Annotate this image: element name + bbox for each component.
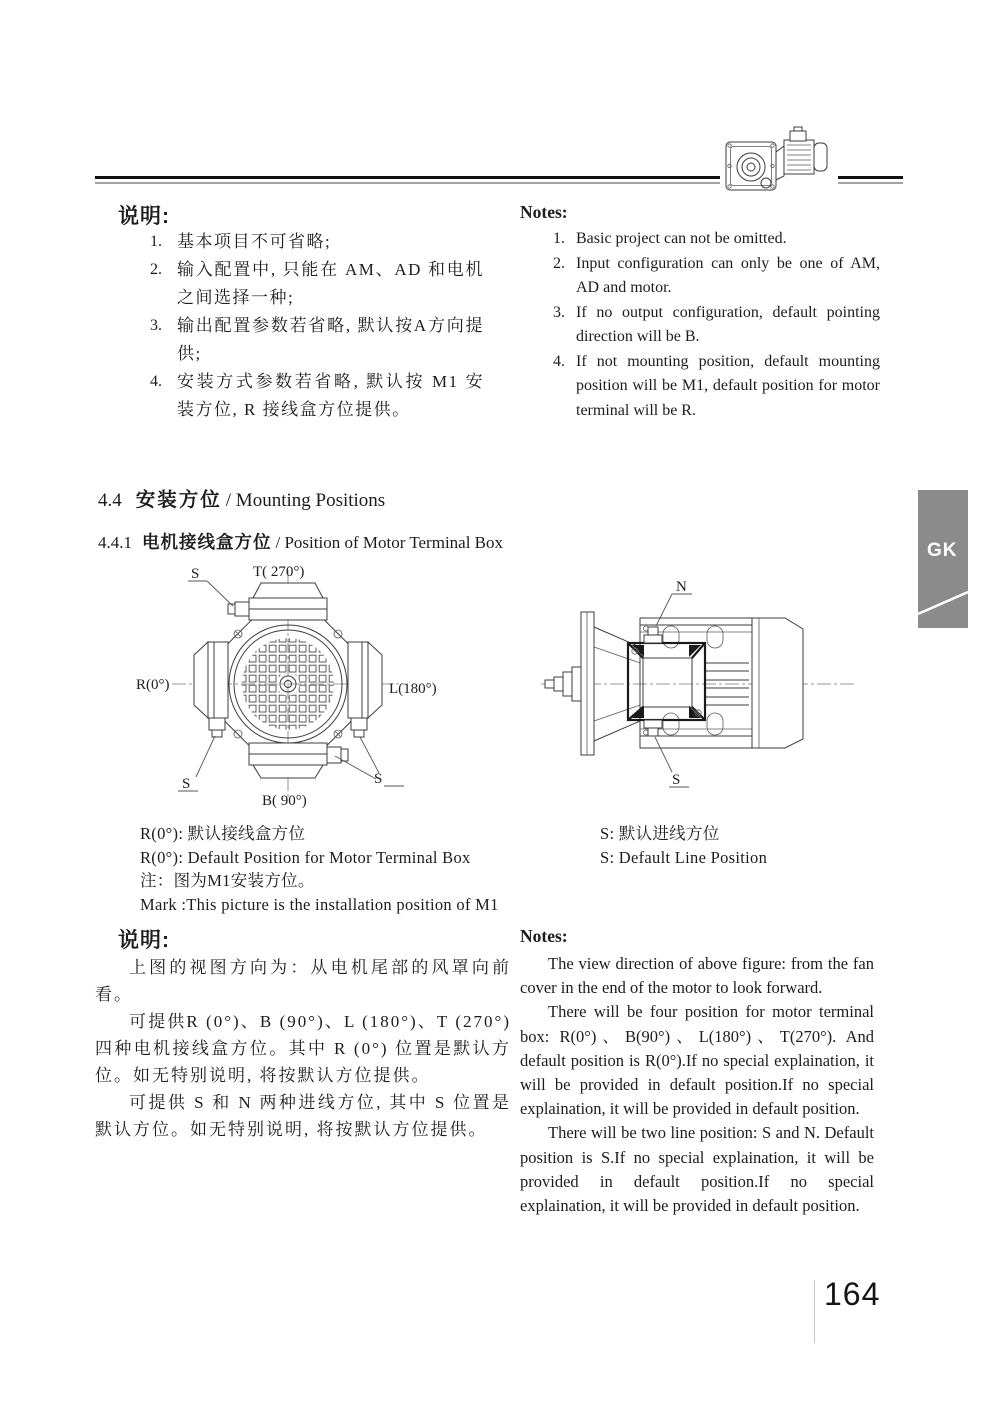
- front-view-diagram: [128, 556, 458, 817]
- note-item: [150, 256, 484, 312]
- section-number: 4.4.1: [98, 533, 132, 552]
- note-item-number: 4.: [150, 373, 162, 390]
- note-item-number: 3.: [150, 317, 162, 334]
- notes-top-cn-heading: 说明:: [118, 205, 170, 228]
- paragraph: 可提供 S 和 N 两种进线方位, 其中 S 位置是默认方位。如无特别说明, 将按默认方位提供。: [95, 1093, 511, 1139]
- paragraph: 上图的视图方向为：从电机尾部的风罩向前看。: [95, 958, 511, 1004]
- note-item-number: 2.: [150, 261, 162, 278]
- paragraph: There will be four position for motor terminal box: R(0°)、B(90°)、L(180°)、T(270°). And default position is R(0°).If no special explaination, it will be provided in default position.If no special explaination, it will be provided in default position.: [520, 1002, 874, 1119]
- caption-line: S: 默认进线方位: [600, 824, 720, 843]
- note-item-number: 3.: [553, 303, 565, 321]
- caption-line: R(0°): Default Position for Motor Terminal Box: [140, 847, 471, 867]
- note-item: [150, 312, 484, 368]
- note-item-text: Input configuration can only be one of AM, AD and motor.: [576, 254, 880, 296]
- caption-line: S: Default Line Position: [600, 847, 768, 867]
- section-number: 4.4: [98, 490, 122, 511]
- section-title-en: / Position of Motor Terminal Box: [275, 533, 504, 552]
- paragraph: 可提供R (0°)、B (90°)、L (180°)、T (270°) 四种电机接线盒方位。其中 R (0°) 位置是默认方位。如无特别说明, 将按默认方位提供。: [95, 1012, 511, 1085]
- note-item-number: 4.: [553, 352, 565, 370]
- notes-bottom-cn-heading: 说明:: [118, 929, 170, 952]
- side-tab-gk: [918, 490, 968, 628]
- note-item: [150, 368, 484, 424]
- note-item-text: If no output configuration, default pointing direction will be B.: [576, 303, 880, 345]
- section-title-cn: 安装方位: [135, 489, 222, 511]
- notes-top-en-heading: Notes:: [520, 202, 568, 222]
- paragraph: The view direction of above figure: from the fan cover in the end of the motor to look forward.: [520, 954, 874, 998]
- side-tab-label: GK: [927, 540, 958, 561]
- front-view-s-label-bottom-right: S: [374, 771, 383, 787]
- front-view-s-label-bottom-left: S: [182, 776, 191, 792]
- gearmotor-illustration: [720, 126, 838, 198]
- section-title-en: / Mounting Positions: [225, 490, 386, 511]
- notes-top-en-list: [553, 227, 880, 423]
- page-number: 164: [824, 1276, 881, 1312]
- note-item-text: If not mounting position, default mounting position will be M1, default position for motor terminal will be R.: [576, 352, 880, 419]
- note-item: [553, 301, 880, 350]
- caption-line: Mark :This picture is the installation position of M1: [140, 894, 499, 914]
- front-view-r0-label: R(0°): [136, 677, 170, 693]
- side-view-caption: [600, 822, 767, 869]
- notes-bottom-cn-body: [95, 954, 511, 1143]
- note-item: [553, 350, 880, 424]
- front-view-t270-label: T( 270°): [253, 564, 305, 580]
- side-view-s-label: S: [672, 772, 681, 788]
- front-view-s-label-top: S: [191, 566, 200, 582]
- notes-bottom-en-heading: Notes:: [520, 926, 568, 946]
- front-view-b90-label: B( 90°): [262, 793, 307, 809]
- note-item-number: 1.: [553, 230, 565, 247]
- note-item-number: 2.: [553, 254, 565, 272]
- note-item-text: 输出配置参数若省略, 默认按A方向提供;: [177, 316, 484, 363]
- note-item: [553, 227, 880, 252]
- note-item-text: 基本项目不可省略;: [177, 232, 332, 251]
- side-view-diagram: [537, 563, 862, 803]
- side-tab-diagonal: [918, 490, 968, 628]
- front-view-l180-label: L(180°): [389, 681, 437, 697]
- side-view-n-label: N: [676, 579, 687, 595]
- notes-top-cn-list: [150, 228, 484, 424]
- note-item-text: Basic project can not be omitted.: [576, 230, 787, 247]
- note-item-text: 安装方式参数若省略, 默认按 M1 安装方位, R 接线盒方位提供。: [177, 372, 484, 419]
- notes-bottom-en-body: [520, 952, 874, 1218]
- section-4-4-1-heading: [98, 529, 503, 554]
- front-view-caption: [140, 822, 499, 916]
- note-item: [150, 228, 484, 256]
- note-item-number: 1.: [150, 233, 162, 250]
- paragraph: There will be two line position: S and N. Default position is S.If no special explaination, it will be provided in default position.If no special explaination, it will be provided in default position.: [520, 1123, 874, 1216]
- caption-line: 注：图为M1安装方位。: [140, 871, 315, 890]
- note-item: [553, 252, 880, 301]
- section-title-cn: 电机接线盒方位: [142, 532, 272, 552]
- section-4-4-heading: [98, 484, 385, 512]
- gearmotor-drawing: [720, 126, 838, 198]
- page-number-rule: [814, 1280, 815, 1343]
- note-item-text: 输入配置中, 只能在 AM、AD 和电机之间选择一种;: [177, 260, 484, 307]
- caption-line: R(0°): 默认接线盒方位: [140, 824, 306, 843]
